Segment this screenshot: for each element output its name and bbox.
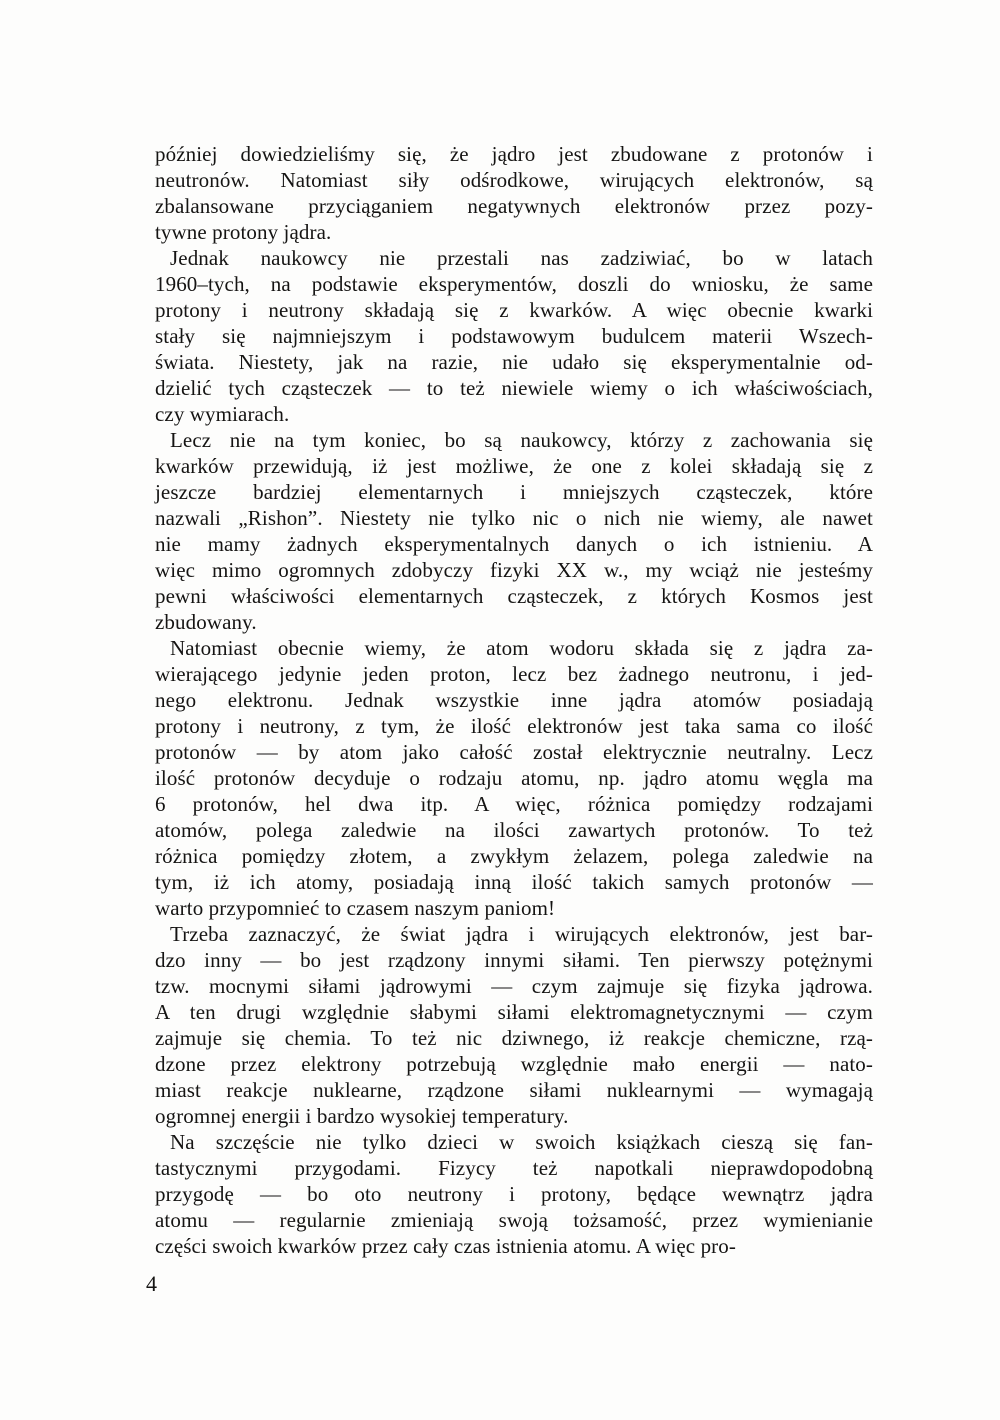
text-line: dzielić tych cząsteczek — to też niewiele wiemy o ich właściwościach, <box>155 376 873 400</box>
text-line: pewni właściwości elementarnych cząsteczek, z których Kosmos jest <box>155 584 873 608</box>
text-line: stały się najmniejszym i podstawowym budulcem materii Wszech- <box>155 324 873 348</box>
text-line: Jednak naukowcy nie przestali nas zadziwiać, bo w latach <box>170 246 873 270</box>
text-line: Trzeba zaznaczyć, że świat jądra i wirujących elektronów, jest bar- <box>170 922 873 946</box>
paragraph <box>155 1129 873 1259</box>
text-line: protony i neutrony składają się z kwarków. A więc obecnie kwarki <box>155 298 873 322</box>
text-line: ilość protonów decyduje o rodzaju atomu, np. jądro atomu węgla ma <box>155 766 873 790</box>
text-line: czy wymiarach. <box>155 402 290 426</box>
text-line: dzone przez elektrony potrzebują względnie mało energii — nato- <box>155 1052 873 1076</box>
text-line: jeszcze bardziej elementarnych i mniejszych cząsteczek, które <box>155 480 873 504</box>
text-line: później dowiedzieliśmy się, że jądro jest zbudowane z protonów i <box>155 142 873 166</box>
paragraph <box>155 141 873 245</box>
text-line: tastycznymi przygodami. Fizycy też napotkali nieprawdopodobną <box>155 1156 873 1180</box>
text-line: protonów — by atom jako całość został elektrycznie neutralny. Lecz <box>155 740 873 764</box>
text-line: ogromnej energii i bardzo wysokiej temperatury. <box>155 1104 569 1128</box>
text-line: 6 protonów, hel dwa itp. A więc, różnica pomiędzy rodzajami <box>155 792 873 816</box>
text-line: przygodę — bo oto neutrony i protony, będące wewnątrz jądra <box>155 1182 873 1206</box>
text-line: protony i neutrony, z tym, że ilość elektronów jest taka sama co ilość <box>155 714 873 738</box>
text-line: Lecz nie na tym koniec, bo są naukowcy, którzy z zachowania się <box>170 428 873 452</box>
text-line: miast reakcje nuklearne, rządzone siłami nuklearnymi — wymagają <box>155 1078 873 1102</box>
paragraph <box>155 245 873 427</box>
text-line: tzw. mocnymi siłami jądrowymi — czym zajmuje się fizyka jądrowa. <box>155 974 873 998</box>
text-line: tywne protony jądra. <box>155 220 332 244</box>
paragraph <box>155 921 873 1129</box>
text-line: 1960–tych, na podstawie eksperymentów, doszli do wniosku, że same <box>155 272 873 296</box>
text-line: A ten drugi względnie słabymi siłami elektromagnetycznymi — czym <box>155 1000 873 1024</box>
text-line: neutronów. Natomiast siły odśrodkowe, wirujących elektronów, są <box>155 168 873 192</box>
text-line: warto przypomnieć to czasem naszym paniom! <box>155 896 556 920</box>
text-line: Natomiast obecnie wiemy, że atom wodoru składa się z jądra za- <box>170 636 873 660</box>
paragraph <box>155 635 873 921</box>
body-text <box>155 141 873 1259</box>
text-line: zbalansowane przyciąganiem negatywnych elektronów przez pozy- <box>155 194 873 218</box>
page-number: 4 <box>146 1271 157 1296</box>
text-line: nego elektronu. Jednak wszystkie inne jądra atomów posiadają <box>155 688 873 712</box>
paragraph <box>155 427 873 635</box>
text-line: dzo inny — bo jest rządzony innymi siłami. Ten pierwszy potężnymi <box>155 948 873 972</box>
text-line: tym, iż ich atomy, posiadają inną ilość takich samych protonów — <box>155 870 873 894</box>
text-line: Na szczęście nie tylko dzieci w swoich książkach cieszą się fan- <box>170 1130 873 1154</box>
text-line: świata. Niestety, jak na razie, nie udało się eksperymentalnie od- <box>155 350 873 374</box>
text-line: atomu — regularnie zmieniają swoją tożsamość, przez wymienianie <box>155 1208 873 1232</box>
text-line: wierającego jedynie jeden proton, lecz bez żadnego neutronu, i jed- <box>155 662 873 686</box>
text-line: różnica pomiędzy złotem, a zwykłym żelazem, polega zaledwie na <box>155 844 873 868</box>
text-line: zajmuje się chemia. To też nic dziwnego, iż reakcje chemiczne, rzą- <box>155 1026 873 1050</box>
text-line: nazwali „Rishon”. Niestety nie tylko nic o nich nie wiemy, ale nawet <box>155 506 873 530</box>
text-line: więc mimo ogromnych zdobyczy fizyki XX w., my wciąż nie jesteśmy <box>155 558 873 582</box>
text-line: części swoich kwarków przez cały czas istnienia atomu. A więc pro- <box>155 1234 736 1258</box>
text-line: zbudowany. <box>155 610 257 634</box>
text-line: atomów, polega zaledwie na ilości zawartych protonów. To też <box>155 818 873 842</box>
text-line: nie mamy żadnych eksperymentalnych danych o ich istnieniu. A <box>155 532 873 556</box>
text-line: kwarków przewidują, iż jest możliwe, że one z kolei składają się z <box>155 454 873 478</box>
